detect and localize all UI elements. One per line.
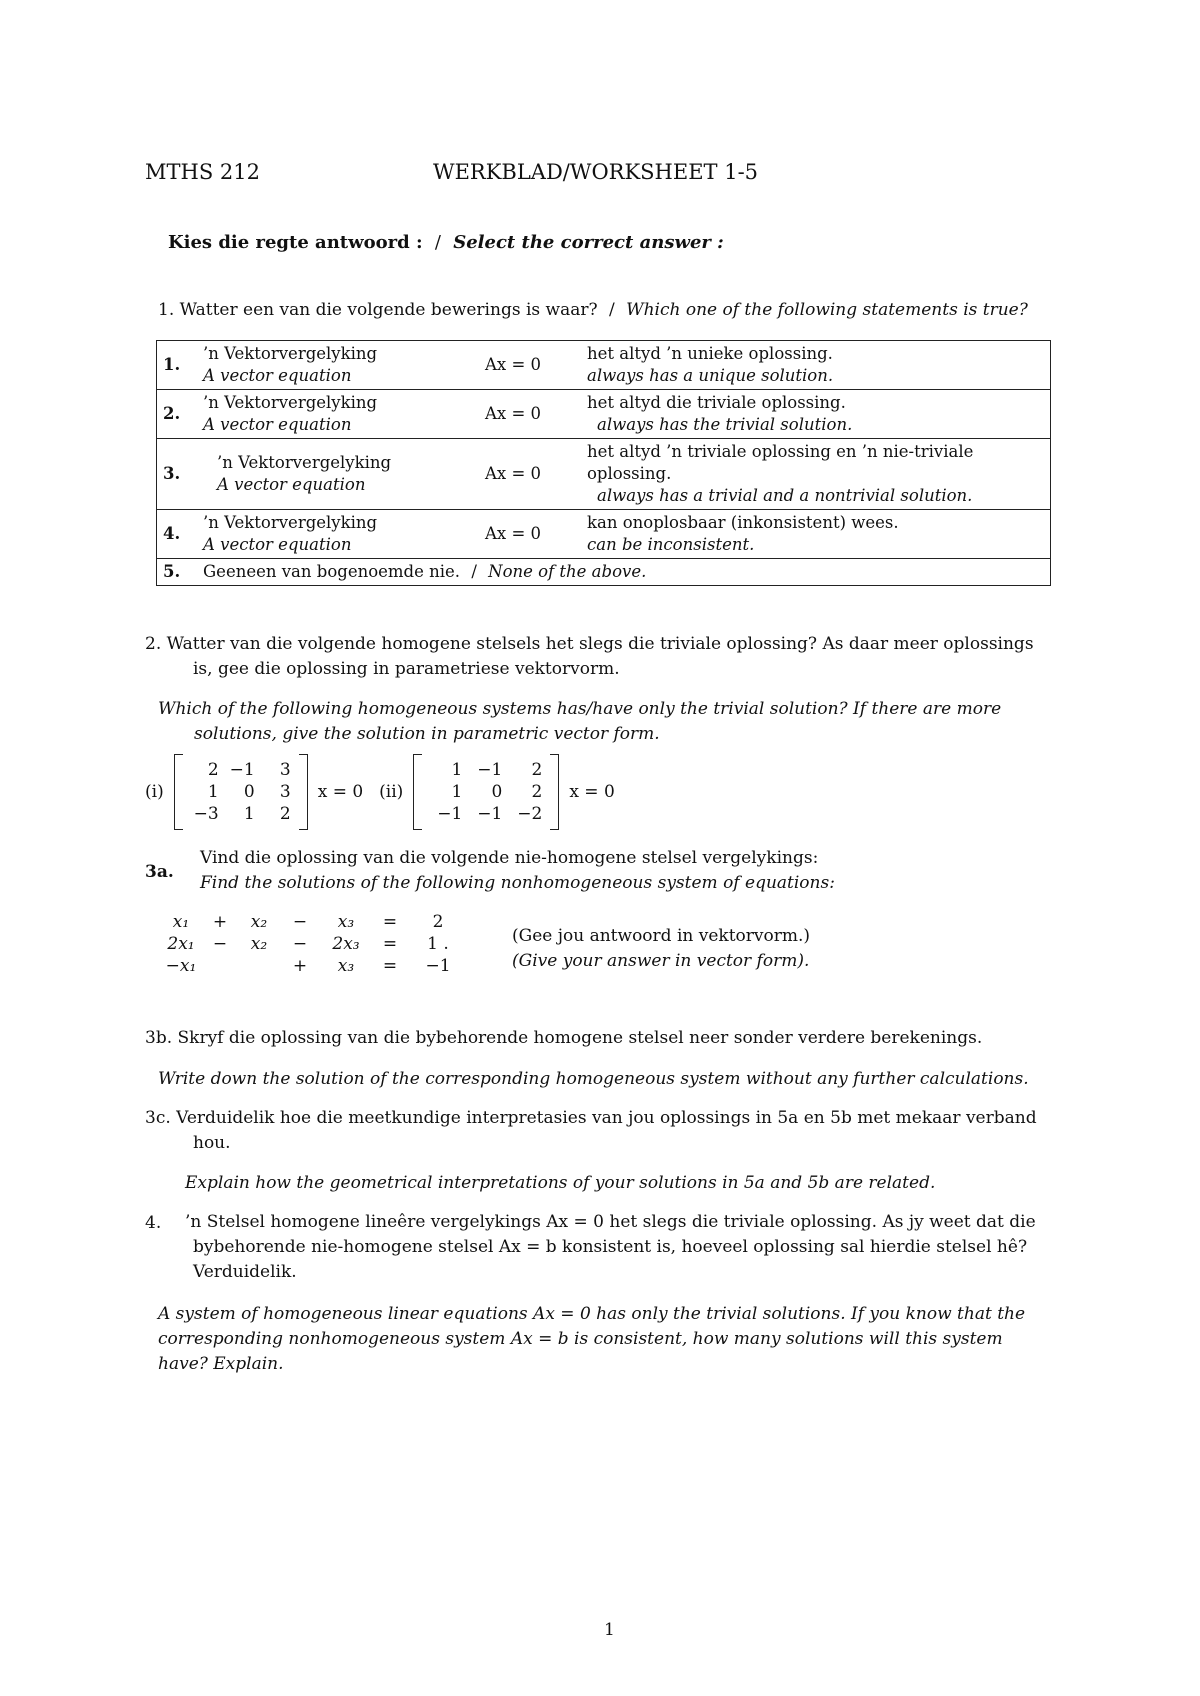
q1-option-af: ’n Vektorvergelyking [203,393,378,412]
q1-option-row [157,439,1051,510]
q2-af [145,632,1070,682]
rhs-i: x = 0 [317,782,364,802]
q3a-text [200,846,835,896]
q2-af-line2: is, gee die oplossing in parametriese vektorvorm. [193,659,620,679]
q3a-en: Find the solutions of the following nonhomogeneous system of equations: [200,873,835,893]
matrix-cell: 1 [243,804,255,824]
q1-option-af: ’n Vektorvergelyking [203,513,378,532]
eq-term: = [382,956,398,976]
eq-term: x₃ [337,956,355,976]
q3c-af-line1: 3c. Verduidelik hoe die meetkundige interpretasies van jou oplossings in 5a en 5b met mekaar verband [145,1108,1037,1128]
matrix-i [174,754,308,830]
matrix-cell: 3 [279,782,291,802]
eq-term: x₂ [250,912,268,932]
q3a-label: 3a. [145,862,174,882]
matrix-cell: 2 [279,804,291,824]
q2-en-line2: solutions, give the solution in parametric vector form. [194,724,660,744]
q1-option-af2: het altyd ’n triviale oplossing en ’n nie-triviale oplossing. [587,442,974,483]
q3a-note-af: (Gee jou antwoord in vektorvorm.) [512,926,811,946]
q3a-af: Vind die oplossing van die volgende nie-homogene stelsel vergelykings: [200,848,819,868]
eq-term: + [292,956,308,976]
q1-question-en: Which one of the following statements is true? [626,300,1028,320]
label-i: (i) [145,782,164,802]
q1-question [158,300,1028,320]
matrix-cell: −1 [437,804,463,824]
q1-option-en: A vector equation [203,535,352,554]
eq-term: − [212,934,228,954]
q1-option-num: 5. [157,559,198,586]
eq-term: 2x₁ [167,934,195,954]
q1-options-table [156,340,1051,586]
q2-en [158,697,1073,747]
instruction-sep: / [434,232,441,253]
matrix-cell: 1 [451,760,463,780]
q4-num: 4. [145,1213,162,1233]
q3b-en: Write down the solution of the corresponding homogeneous system without any further calculations. [158,1069,1029,1089]
q1-option-en2: always has a unique solution. [587,366,834,385]
matrix-cell: 0 [243,782,255,802]
q4-en-line2: corresponding nonhomogeneous system Ax = b is consistent, how many solutions will this system [158,1329,1003,1349]
q3c-af-line2: hou. [193,1133,231,1153]
label-ii: (ii) [379,782,404,802]
q3c-af [145,1106,1070,1156]
instruction-af: Kies die regte antwoord : [168,232,423,253]
eq-term: − [292,912,308,932]
eq-term: = [382,934,398,954]
q1-option-af: ’n Vektorvergelyking [217,453,392,472]
q1-option-en: A vector equation [203,366,352,385]
matrix-cell: 2 [531,782,543,802]
matrix-cell: 2 [531,760,543,780]
q3c-en: Explain how the geometrical interpretations of your solutions in 5a and 5b are related. [185,1173,936,1193]
matrix-cell: 2 [207,760,219,780]
q2-matrices [145,754,615,830]
q4-en [158,1302,1073,1377]
rhs-ii: x = 0 [569,782,615,802]
q4-en-line3: have? Explain. [158,1354,284,1374]
eq-term: 2x₃ [332,934,360,954]
q1-option-en: A vector equation [217,475,366,494]
eq-term [408,934,468,954]
eq-term: −1 [425,956,451,976]
q4-af-line3: Verduidelik. [193,1262,297,1282]
q1-option-eq: Ax = 0 [479,390,581,439]
eq-term [202,956,238,976]
matrix-cell: −1 [229,760,255,780]
q2-af-line1: 2. Watter van die volgende homogene stelsels het slegs die triviale oplossing? As daar meer oplossings [145,634,1034,654]
q1-option-eq: Ax = 0 [479,341,581,390]
q1-option-af2: het altyd die triviale oplossing. [587,393,846,412]
q3b-af: 3b. Skryf die oplossing van die bybehorende homogene stelsel neer sonder verdere berekenings. [145,1028,983,1048]
bracket-left [413,754,422,830]
bracket-left [174,754,183,830]
matrix-cell: −1 [477,804,503,824]
q3a-system [160,912,468,976]
page-title: WERKBLAD/WORKSHEET 1-5 [433,160,759,184]
page-number: 1 [604,1620,615,1640]
matrix-ii [413,754,559,830]
matrix-cell: 0 [491,782,503,802]
instruction [168,232,724,253]
q1-option-eq: Ax = 0 [479,510,581,559]
q1-option5-en: None of the above. [488,562,647,581]
q1-question-af: 1. Watter een van die volgende bewerings is waar? [158,300,598,320]
course-code: MTHS 212 [145,160,260,184]
eq-term: 2 [432,912,444,932]
q1-option5-af: Geeneen van bogenoemde nie. [203,562,461,581]
eq-term [238,956,280,976]
q1-option-row [157,390,1051,439]
matrix-cell: −3 [193,804,219,824]
q1-option-en2: always has a trivial and a nontrivial solution. [597,486,973,505]
matrix-cell: 1 [451,782,463,802]
q2-en-line1: Which of the following homogeneous systems has/have only the trivial solution? If there are more [158,699,1002,719]
matrix-cell: −1 [477,760,503,780]
q4-af [185,1210,1075,1285]
q1-option-num: 4. [157,510,198,559]
q4-en-line1: A system of homogeneous linear equations Ax = 0 has only the trivial solutions. If you know that the [158,1304,1026,1324]
bracket-right [299,754,308,830]
page-header [145,160,1045,190]
q3a-note [512,924,810,974]
eq-term: x₁ [172,912,190,932]
q1-option-af2: het altyd ’n unieke oplossing. [587,344,833,363]
bracket-right [550,754,559,830]
q1-option-en: A vector equation [203,415,352,434]
eq-term: − [292,934,308,954]
eq-term: + [212,912,228,932]
q1-option-en2: always has the trivial solution. [597,415,853,434]
q1-option-af: ’n Vektorvergelyking [203,344,378,363]
q3a-note-en: (Give your answer in vector form). [512,951,810,971]
q1-option-row [157,510,1051,559]
q1-option-num: 2. [157,390,198,439]
instruction-en: Select the correct answer : [453,232,724,253]
q1-option-row [157,341,1051,390]
q1-option-af2: kan onoplosbaar (inkonsistent) wees. [587,513,899,532]
q1-option-num: 3. [157,439,198,510]
eq-term: = [382,912,398,932]
q1-option-eq: Ax = 0 [479,439,581,510]
q4-af-line1: ’n Stelsel homogene lineêre vergelykings Ax = 0 het slegs die triviale oplossing. As jy weet dat die [185,1212,1036,1232]
q1-option-en2: can be inconsistent. [587,535,755,554]
eq-term: −x₁ [165,956,197,976]
matrix-cell: −2 [517,804,543,824]
eq-term: x₃ [337,912,355,932]
eq-term: 1 [427,934,438,954]
q1-question-sep: / [608,300,615,320]
q4-af-line2: bybehorende nie-homogene stelsel Ax = b konsistent is, hoeveel oplossing sal hierdie stelsel hê? [193,1237,1028,1257]
matrix-cell: 3 [279,760,291,780]
eq-period: . [443,934,449,954]
eq-term: x₂ [250,934,268,954]
q1-option-num: 1. [157,341,198,390]
q1-option-row [157,559,1051,586]
q1-option5-sep: / [471,562,477,581]
matrix-cell: 1 [207,782,219,802]
